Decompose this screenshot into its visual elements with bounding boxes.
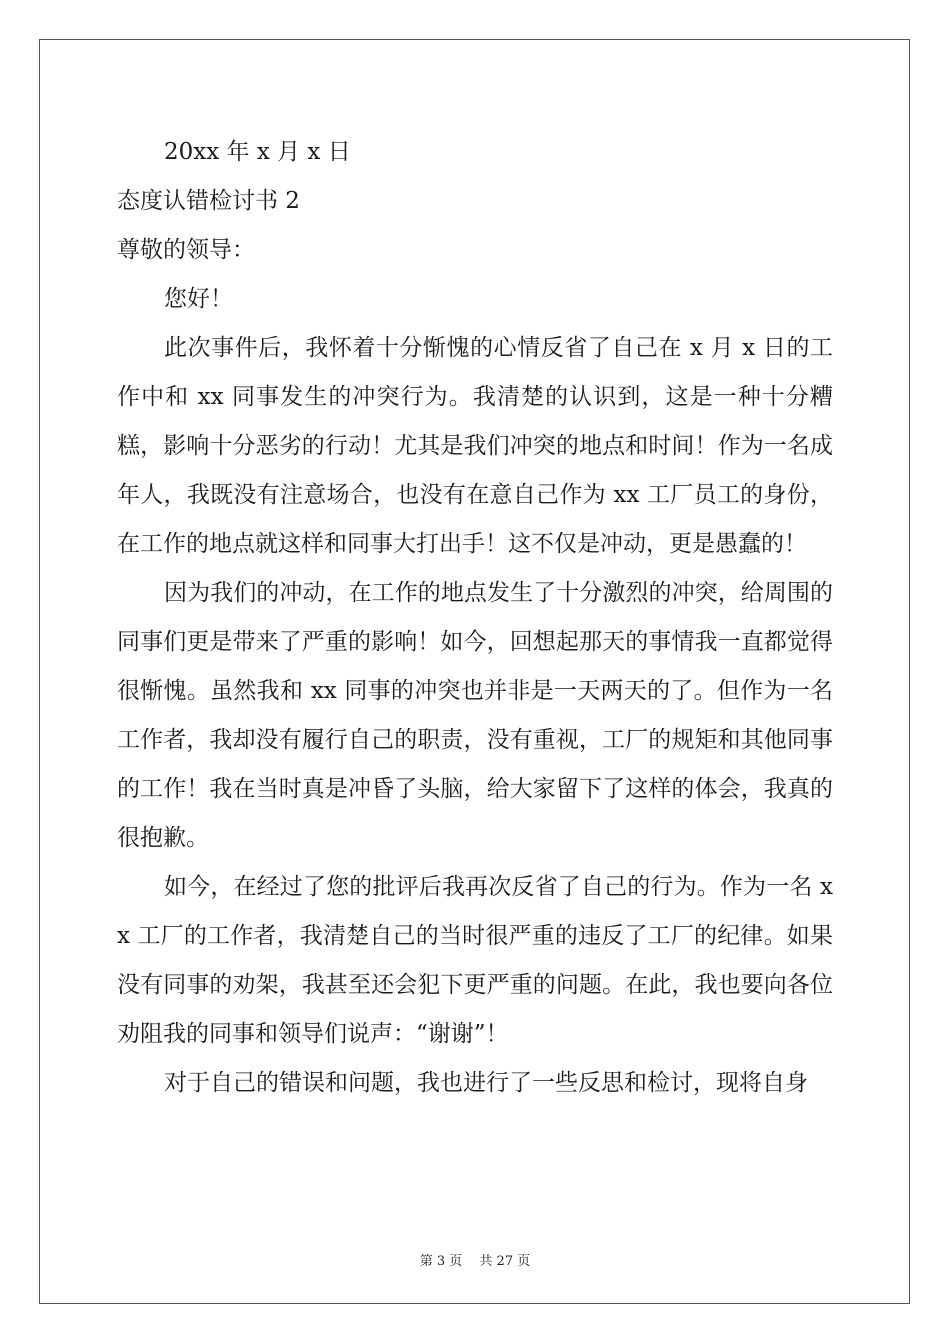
date-line: 20xx 年 x 月 x 日 [164,139,351,165]
document-title: 态度认错检讨书 2 [117,188,300,214]
paragraph-4: 对于自己的错误和问题，我也进行了一些反思和检讨，现将自身 [164,1070,808,1096]
document-body [117,128,833,1108]
paragraph-1: 此次事件后，我怀着十分惭愧的心情反省了自己在 x 月 x 日的工作中和 xx 同事发生的冲突行为。我清楚的认识到，这是一种十分糟糕，影响十分恶劣的行动！尤其是我们冲突的地点和时间！作为一名成年人，我既没有注意场合，也没有在意自己作为 xx 工厂员工的身份，在工作的地点就这样和同事大打出手！这不仅是冲动，更是愚蠢的！ [117,335,833,557]
paragraph-2: 因为我们的冲动，在工作的地点发生了十分激烈的冲突，给周围的同事们更是带来了严重的影响！如今，回想起那天的事情我一直都觉得很惭愧。虽然我和 xx 同事的冲突也并非是一天两天的了。但作为一名工作者，我却没有履行自己的职责，没有重视，工厂的规矩和其他同事的工作！我在当时真是冲昏了头脑，给大家留下了这样的体会，我真的很抱歉。 [117,580,833,851]
salutation: 尊敬的领导： [117,237,255,263]
greeting: 您好！ [164,286,233,312]
paragraph-3: 如今，在经过了您的批评后我再次反省了自己的行为。作为一名 xx 工厂的工作者，我清楚自己的当时很严重的违反了工厂的纪律。如果没有同事的劝架，我甚至还会犯下更严重的问题。在此，我也要向各位劝阻我的同事和领导们说声：“谢谢”！ [117,874,833,1047]
page-number-footer: 第 3 页 共 27 页 [419,1254,531,1269]
